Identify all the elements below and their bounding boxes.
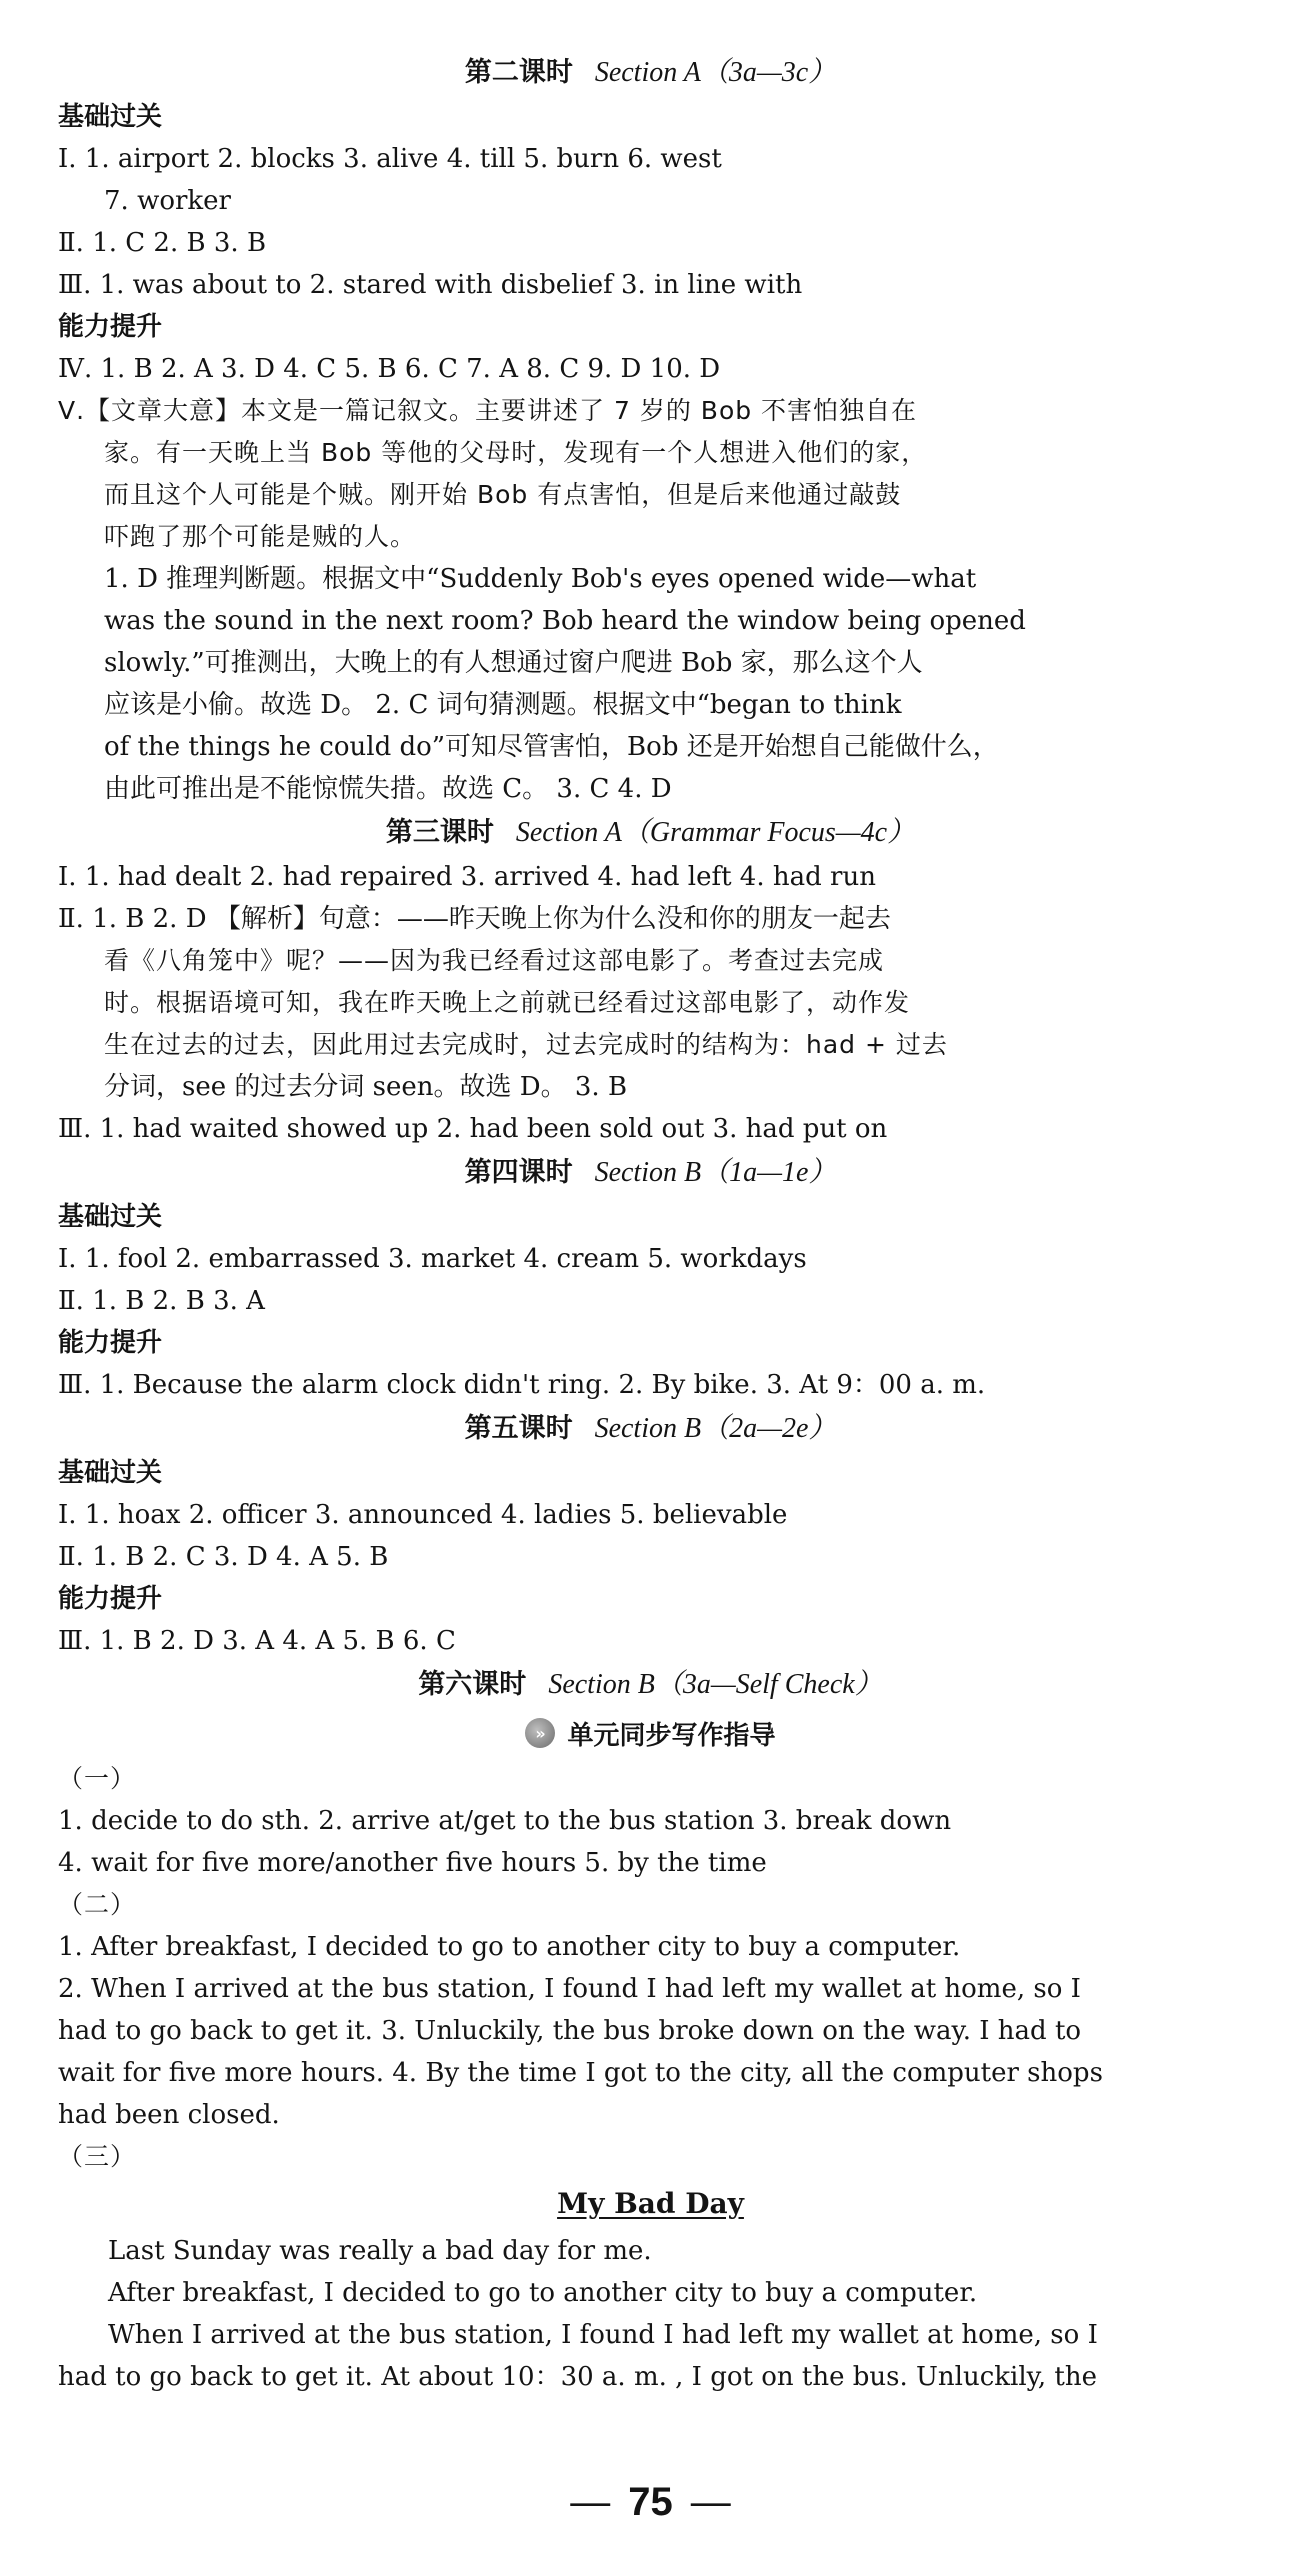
s3-line-7: Ⅲ. 1. had waited showed up 2. had been sold out 3. had put on <box>58 1114 888 1144</box>
s5-basic-heading: 基础过关 <box>58 1458 163 1488</box>
essay-title <box>58 2178 1243 2230</box>
s6-part-1-label: （一） <box>58 1764 137 1793</box>
s6-b-line-3: had to go back to get it. 3. Unluckily, the bus broke down on the way. I had to <box>58 2016 1082 2046</box>
s2-v-line-9: of the things he could do”可知尽管害怕，Bob 还是开始想自己能做什么， <box>104 732 999 762</box>
s3-line-5: 生在过去的过去，因此用过去完成时，过去完成时的结构为：had + 过去 <box>104 1030 948 1059</box>
s2-v-line-6: was the sound in the next room? Bob heard the window being opened <box>104 606 1026 636</box>
section-4-title <box>58 1150 1243 1196</box>
s6-b-line-2: 2. When I arrived at the bus station, I found I had left my wallet at home, so I <box>58 1974 1081 2004</box>
s4-line-1: Ⅰ. 1. fool 2. embarrassed 3. market 4. cream 5. workdays <box>58 1244 807 1274</box>
writing-guide-label: 单元同步写作指导 <box>567 1720 776 1751</box>
s2-v-line-5: 1. D 推理判断题。根据文中“Suddenly Bob's eyes opened wide—what <box>104 564 977 594</box>
essay-line-2: After breakfast, I decided to go to another city to buy a computer. <box>108 2278 978 2308</box>
section-3-title <box>58 810 1243 856</box>
s2-line-4: Ⅲ. 1. was about to 2. stared with disbelief 3. in line with <box>58 270 803 300</box>
essay-body <box>58 2230 1243 2398</box>
s6-part-3-label: （三） <box>58 2142 137 2171</box>
s6-part-2-label: （二） <box>58 1890 137 1919</box>
section-3-title-cn: 第三课时 <box>385 817 494 848</box>
s2-line-5: Ⅳ. 1. B 2. A 3. D 4. C 5. B 6. C 7. A 8. C 9. D 10. D <box>58 354 721 384</box>
section-3-title-en: Section A（Grammar Focus—4c） <box>515 817 916 848</box>
s4-line-2: Ⅱ. 1. B 2. B 3. A <box>58 1286 265 1316</box>
page-number-value: 75 <box>628 2480 673 2524</box>
double-chevron-icon: » <box>525 1718 555 1748</box>
s4-basic-heading: 基础过关 <box>58 1202 163 1232</box>
essay-line-1: Last Sunday was really a bad day for me. <box>108 2236 652 2266</box>
s2-v-line-3: 而且这个人可能是个贼。刚开始 Bob 有点害怕，但是后来他通过敲鼓 <box>104 480 902 509</box>
s2-v-line-8: 应该是小偷。故选 D。 2. C 词句猜测题。根据文中“began to think <box>104 690 902 720</box>
section-5-title-cn: 第五课时 <box>464 1413 573 1444</box>
s6-b-line-4: wait for five more hours. 4. By the time I got to the city, all the computer shops <box>58 2058 1103 2088</box>
essay-line-4: had to go back to get it. At about 10：30 a. m. , I got on the bus. Unluckily, the <box>58 2362 1097 2392</box>
section-2-title-cn: 第二课时 <box>464 57 573 88</box>
s6-b-line-1: 1. After breakfast, I decided to go to another city to buy a computer. <box>58 1932 961 1962</box>
page-number-dash-right: — <box>690 2480 731 2524</box>
writing-guide-title <box>58 1708 1243 1758</box>
s2-v-line-7: slowly.”可推测出，大晚上的有人想通过窗户爬进 Bob 家，那么这个人 <box>104 648 923 678</box>
s4-ability-heading: 能力提升 <box>58 1328 163 1358</box>
page-number-dash-left: — <box>570 2480 611 2524</box>
section-5-title-en: Section B（2a—2e） <box>594 1413 837 1444</box>
section-6-title-cn: 第六课时 <box>418 1669 527 1700</box>
s5-line-3: Ⅲ. 1. B 2. D 3. A 4. A 5. B 6. C <box>58 1626 456 1656</box>
s2-basic-heading: 基础过关 <box>58 102 163 132</box>
s2-v-line-1: Ⅴ.【文章大意】本文是一篇记叙文。主要讲述了 7 岁的 Bob 不害怕独自在 <box>58 396 918 425</box>
section-4-title-en: Section B（1a—1e） <box>594 1157 837 1188</box>
s4-line-3: Ⅲ. 1. Because the alarm clock didn't ring. 2. By bike. 3. At 9：00 a. m. <box>58 1370 986 1400</box>
section-4-title-cn: 第四课时 <box>464 1157 573 1188</box>
s5-line-1: Ⅰ. 1. hoax 2. officer 3. announced 4. ladies 5. believable <box>58 1500 788 1530</box>
section-6-title <box>58 1662 1243 1708</box>
s2-v-line-4: 吓跑了那个可能是贼的人。 <box>104 522 417 551</box>
s3-line-1: Ⅰ. 1. had dealt 2. had repaired 3. arrived 4. had left 4. had run <box>58 862 876 892</box>
s3-line-6: 分词，see 的过去分词 seen。故选 D。 3. B <box>104 1072 628 1102</box>
section-5-title <box>58 1406 1243 1452</box>
s2-v-line-2: 家。有一天晚上当 Bob 等他的父母时，发现有一个人想进入他们的家， <box>104 438 928 467</box>
s5-line-2: Ⅱ. 1. B 2. C 3. D 4. A 5. B <box>58 1542 389 1572</box>
essay-line-3: When I arrived at the bus station, I found I had left my wallet at home, so I <box>108 2320 1098 2350</box>
section-2-title-en: Section A（3a—3c） <box>594 57 837 88</box>
page-number <box>0 2480 1301 2525</box>
s6-a-line-1: 1. decide to do sth. 2. arrive at/get to the bus station 3. break down <box>58 1806 952 1836</box>
s3-line-4: 时。根据语境可知，我在昨天晚上之前就已经看过这部电影了，动作发 <box>104 988 911 1017</box>
s2-line-2: 7. worker <box>104 186 231 216</box>
s2-v-line-10: 由此可推出是不能惊慌失措。故选 C。 3. C 4. D <box>104 774 672 804</box>
s5-ability-heading: 能力提升 <box>58 1584 163 1614</box>
s2-line-3: Ⅱ. 1. C 2. B 3. B <box>58 228 267 258</box>
s2-line-1: Ⅰ. 1. airport 2. blocks 3. alive 4. till 5. burn 6. west <box>58 144 722 174</box>
s2-ability-heading: 能力提升 <box>58 312 163 342</box>
section-6-title-en: Section B（3a—Self Check） <box>548 1669 883 1700</box>
s6-a-line-2: 4. wait for five more/another five hours 5. by the time <box>58 1848 767 1878</box>
s3-line-3: 看《八角笼中》呢？——因为我已经看过这部电影了。考查过去完成 <box>104 946 885 975</box>
s3-line-2: Ⅱ. 1. B 2. D 【解析】句意：——昨天晚上你为什么没和你的朋友一起去 <box>58 904 891 934</box>
section-2-title <box>58 50 1243 96</box>
essay-title-text: My Bad Day <box>557 2187 744 2220</box>
s6-b-line-5: had been closed. <box>58 2100 280 2130</box>
